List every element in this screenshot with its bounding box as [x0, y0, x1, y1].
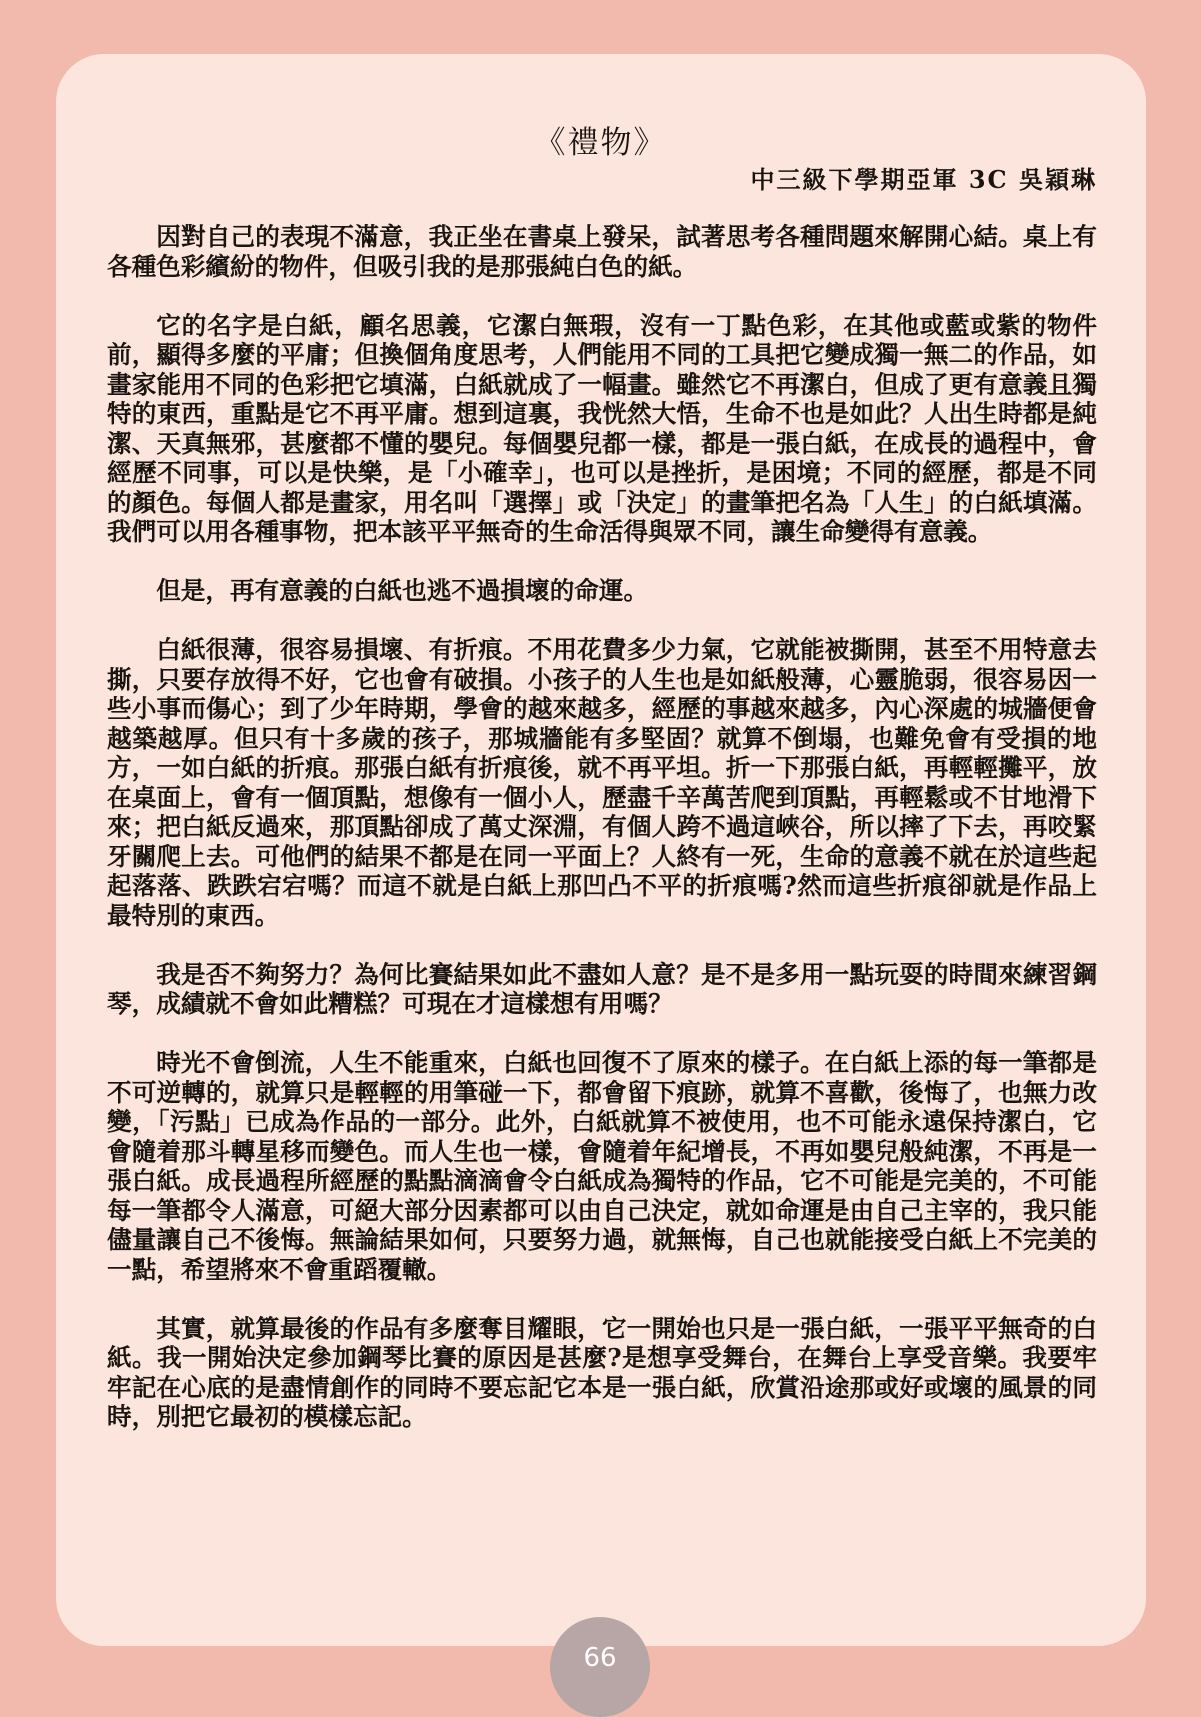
paragraph-1: 因對自己的表現不滿意，我正坐在書桌上發呆，試著思考各種問題來解開心結。桌上有各種色彩繽紛的物件，但吸引我的是那張純白色的紙。	[107, 222, 1097, 281]
paragraph-4: 白紙很薄，很容易損壞、有折痕。不用花費多少力氣，它就能被撕開，甚至不用特意去撕，只要存放得不好，它也會有破損。小孩子的人生也是如紙般薄，心靈脆弱，很容易因一些小事而傷心；到了少年時期，學會的越來越多，經歷的事越來越多，內心深處的城牆便會越築越厚。但只有十多歲的孩子，那城牆能有多堅固？就算不倒塌，也難免會有受損的地方，一如白紙的折痕。那張白紙有折痕後，就不再平坦。折一下那張白紙，再輕輕攤平，放在桌面上，會有一個頂點，想像有一個小人，歷盡千辛萬苦爬到頂點，再輕鬆或不甘地滑下來；把白紙反過來，那頂點卻成了萬丈深淵，有個人跨不過這峽谷，所以摔了下去，再咬緊牙關爬上去。可他們的結果不都是在同一平面上？人終有一死，生命的意義不就在於這些起起落落、跌跌宕宕嗎？而這不就是白紙上那凹凸不平的折痕嗎?然而這些折痕卻就是作品上最特別的東西。	[107, 635, 1097, 930]
paragraph-2: 它的名字是白紙，顧名思義，它潔白無瑕，沒有一丁點色彩，在其他或藍或紫的物件前，顯得多麼的平庸；但換個角度思考，人們能用不同的工具把它變成獨一無二的作品，如畫家能用不同的色彩把它填滿，白紙就成了一幅畫。雖然它不再潔白，但成了更有意義且獨特的東西，重點是它不再平庸。想到這裏，我恍然大悟，生命不也是如此？人出生時都是純潔、天真無邪，甚麼都不懂的嬰兒。每個嬰兒都一樣，都是一張白紙，在成長的過程中，會經歷不同事，可以是快樂，是「小確幸」，也可以是挫折，是困境；不同的經歷，都是不同的顏色。每個人都是畫家，用名叫「選擇」或「決定」的畫筆把名為「人生」的白紙填滿。我們可以用各種事物，把本該平平無奇的生命活得與眾不同，讓生命變得有意義。	[107, 310, 1097, 546]
paragraph-7: 其實，就算最後的作品有多麼奪目耀眼，它一開始也只是一張白紙，一張平平無奇的白紙。我一開始決定參加鋼琴比賽的原因是甚麼?是想享受舞台，在舞台上享受音樂。我要牢牢記在心底的是盡情創作的同時不要忘記它本是一張白紙，欣賞沿途那或好或壞的風景的同時，別把它最初的模樣忘記。	[107, 1313, 1097, 1431]
paragraph-3: 但是，再有意義的白紙也逃不過損壞的命運。	[156, 576, 649, 605]
author-byline: 中三級下學期亞軍 3C 吳穎琳	[750, 165, 1097, 194]
paragraph-5: 我是否不夠努力？為何比賽結果如此不盡如人意？是不是多用一點玩耍的時間來練習鋼琴，成績就不會如此糟糕？可現在才這樣想有用嗎？	[107, 959, 1097, 1018]
document-title: 《禮物》	[534, 124, 667, 161]
paragraph-6: 時光不會倒流，人生不能重來，白紙也回復不了原來的樣子。在白紙上添的每一筆都是不可逆轉的，就算只是輕輕的用筆碰一下，都會留下痕跡，就算不喜歡，後悔了，也無力改變，「污點」已成為作品的一部分。此外，白紙就算不被使用，也不可能永遠保持潔白，它會隨着那斗轉星移而變色。而人生也一樣，會隨着年紀增長，不再如嬰兒般純潔，不再是一張白紙。成長過程所經歷的點點滴滴會令白紙成為獨特的作品，它不可能是完美的，不可能每一筆都令人滿意，可絕大部分因素都可以由自己決定，就如命運是由自己主宰的，我只能儘量讓自己不後悔。無論結果如何，只要努力過，就無悔，自己也就能接受白紙上不完美的一點，希望將來不會重蹈覆轍。	[107, 1048, 1097, 1284]
article-body	[107, 222, 1097, 1461]
page-number-badge: 66	[550, 1617, 650, 1717]
